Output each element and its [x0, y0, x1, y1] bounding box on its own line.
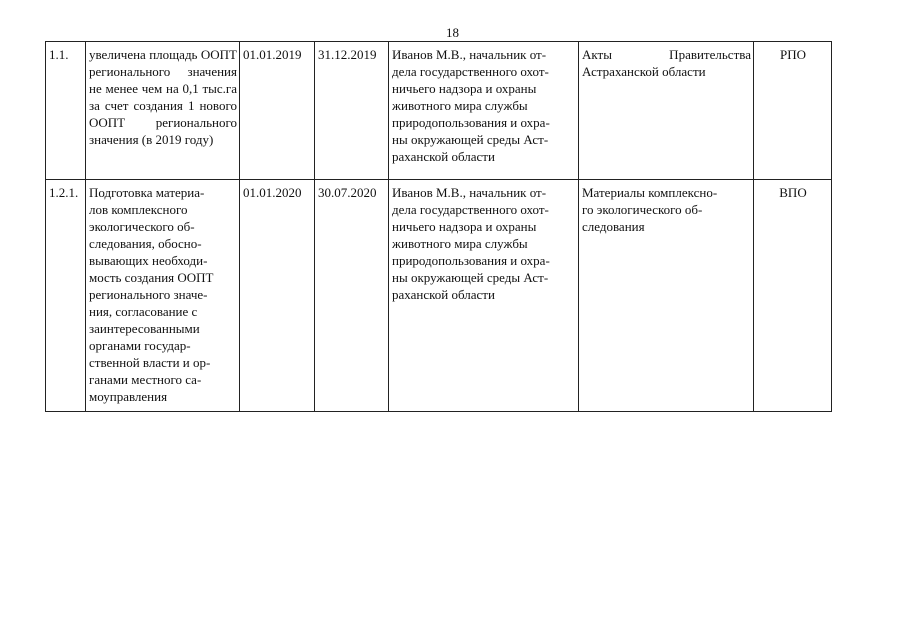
row-number-cell: 1.2.1.: [46, 180, 86, 412]
description-cell: Подготовка материа- лов комплексного экологического об- следования, обосно- вывающих необходи- мость создания ООПТ регионального значе- ния, согласование с заинтересованными органами государ- ственной власти и ор- ганами местного са- моуправления: [86, 180, 240, 412]
type-cell: РПО: [754, 42, 832, 180]
table-row: [46, 180, 832, 412]
result-cell: Акты Правительства Астраханской области: [579, 42, 754, 180]
start-date-cell: 01.01.2019: [240, 42, 315, 180]
row-number-cell: 1.1.: [46, 42, 86, 180]
page-number: 18: [446, 25, 459, 40]
responsible-cell: Иванов М.В., начальник от- дела государственного охот- ничьего надзора и охраны животного мира службы природопользования и охра- ны окружающей среды Аст- раханской области: [389, 180, 579, 412]
plan-table: [45, 41, 832, 412]
end-date-cell: 31.12.2019: [315, 42, 389, 180]
description-cell: увеличена площадь ООПТ регионального значения не менее чем на 0,1 тыс.га за счет создания 1 нового ООПТ регионального значения (в 2019 году): [86, 42, 240, 180]
type-cell: ВПО: [754, 180, 832, 412]
responsible-cell: Иванов М.В., начальник от- дела государственного охот- ничьего надзора и охраны животного мира службы природопользования и охра- ны окружающей среды Аст- раханской области: [389, 42, 579, 180]
end-date-cell: 30.07.2020: [315, 180, 389, 412]
result-cell: Материалы комплексно- го экологического об- следования: [579, 180, 754, 412]
start-date-cell: 01.01.2020: [240, 180, 315, 412]
table-row: [46, 42, 832, 180]
